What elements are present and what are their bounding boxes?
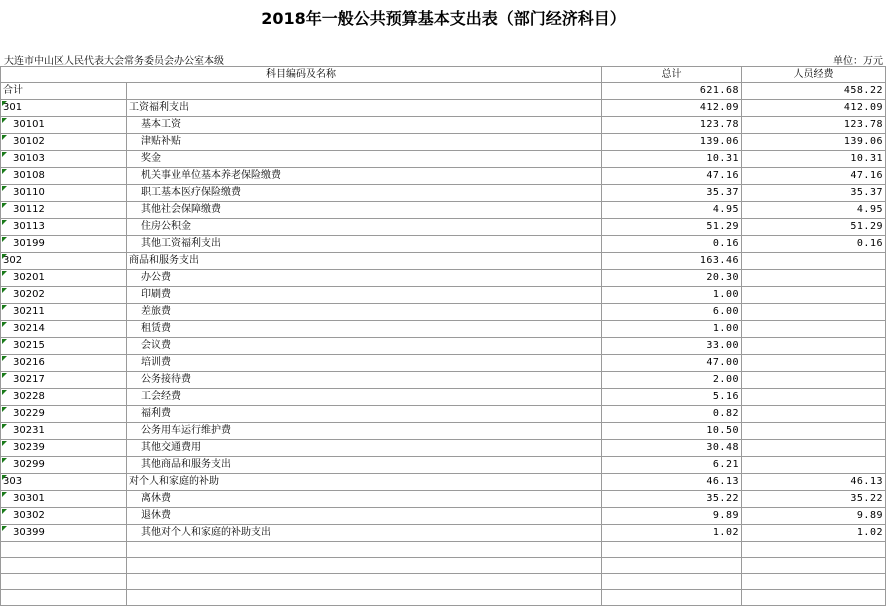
row-code: 30231 bbox=[1, 423, 127, 440]
table-header-row bbox=[1, 67, 886, 83]
table-row bbox=[1, 525, 886, 542]
row-code: 30108 bbox=[1, 168, 127, 185]
empty-row bbox=[1, 574, 886, 590]
row-total: 621.68 bbox=[602, 83, 742, 100]
row-total: 163.46 bbox=[602, 253, 742, 270]
header-total: 总计 bbox=[602, 67, 742, 83]
cell-marker-icon bbox=[2, 186, 7, 191]
row-name: 对个人和家庭的补助 bbox=[127, 474, 602, 491]
cell-marker-icon bbox=[2, 509, 7, 514]
row-name: 退休费 bbox=[127, 508, 602, 525]
row-personnel: 46.13 bbox=[742, 474, 886, 491]
row-name: 职工基本医疗保险缴费 bbox=[127, 185, 602, 202]
empty-cell bbox=[742, 574, 886, 590]
table-row bbox=[1, 321, 886, 338]
cell-marker-icon bbox=[2, 254, 7, 259]
row-code: 30217 bbox=[1, 372, 127, 389]
empty-cell bbox=[602, 542, 742, 558]
row-code: 30302 bbox=[1, 508, 127, 525]
row-total: 20.30 bbox=[602, 270, 742, 287]
row-personnel bbox=[742, 304, 886, 321]
row-name: 租赁费 bbox=[127, 321, 602, 338]
row-code: 30215 bbox=[1, 338, 127, 355]
table-row bbox=[1, 389, 886, 406]
row-personnel: 139.06 bbox=[742, 134, 886, 151]
row-name: 其他社会保障缴费 bbox=[127, 202, 602, 219]
row-personnel: 10.31 bbox=[742, 151, 886, 168]
table-row bbox=[1, 151, 886, 168]
table-row bbox=[1, 253, 886, 270]
empty-cell bbox=[742, 558, 886, 574]
row-name: 其他工资福利支出 bbox=[127, 236, 602, 253]
row-personnel: 1.02 bbox=[742, 525, 886, 542]
cell-marker-icon bbox=[2, 475, 7, 480]
row-total: 1.02 bbox=[602, 525, 742, 542]
row-name: 办公费 bbox=[127, 270, 602, 287]
empty-cell bbox=[127, 574, 602, 590]
row-total: 1.00 bbox=[602, 287, 742, 304]
row-name: 工会经费 bbox=[127, 389, 602, 406]
cell-marker-icon bbox=[2, 237, 7, 242]
row-total: 47.16 bbox=[602, 168, 742, 185]
cell-marker-icon bbox=[2, 356, 7, 361]
row-personnel bbox=[742, 457, 886, 474]
row-name: 工资福利支出 bbox=[127, 100, 602, 117]
row-personnel bbox=[742, 423, 886, 440]
row-total: 2.00 bbox=[602, 372, 742, 389]
row-total: 9.89 bbox=[602, 508, 742, 525]
empty-cell bbox=[602, 558, 742, 574]
row-code: 30299 bbox=[1, 457, 127, 474]
row-name: 其他对个人和家庭的补助支出 bbox=[127, 525, 602, 542]
row-name: 福利费 bbox=[127, 406, 602, 423]
budget-table-body bbox=[1, 67, 886, 606]
empty-cell bbox=[127, 558, 602, 574]
table-row bbox=[1, 304, 886, 321]
table-row bbox=[1, 202, 886, 219]
row-name: 公务用车运行维护费 bbox=[127, 423, 602, 440]
row-code: 30110 bbox=[1, 185, 127, 202]
row-name: 机关事业单位基本养老保险缴费 bbox=[127, 168, 602, 185]
table-row bbox=[1, 372, 886, 389]
row-total: 51.29 bbox=[602, 219, 742, 236]
row-total: 4.95 bbox=[602, 202, 742, 219]
table-row bbox=[1, 168, 886, 185]
table-row bbox=[1, 406, 886, 423]
row-personnel bbox=[742, 321, 886, 338]
table-row bbox=[1, 185, 886, 202]
row-total: 1.00 bbox=[602, 321, 742, 338]
empty-cell bbox=[1, 574, 127, 590]
row-personnel bbox=[742, 338, 886, 355]
header-code-name: 科目编码及名称 bbox=[1, 67, 602, 83]
row-personnel bbox=[742, 389, 886, 406]
row-total: 412.09 bbox=[602, 100, 742, 117]
row-total: 35.37 bbox=[602, 185, 742, 202]
table-row bbox=[1, 355, 886, 372]
row-total: 33.00 bbox=[602, 338, 742, 355]
row-name: 公务接待费 bbox=[127, 372, 602, 389]
row-name: 其他交通费用 bbox=[127, 440, 602, 457]
row-name: 会议费 bbox=[127, 338, 602, 355]
row-total: 46.13 bbox=[602, 474, 742, 491]
cell-marker-icon bbox=[2, 339, 7, 344]
row-code: 30112 bbox=[1, 202, 127, 219]
row-code: 30211 bbox=[1, 304, 127, 321]
cell-marker-icon bbox=[2, 152, 7, 157]
row-code: 30201 bbox=[1, 270, 127, 287]
table-row bbox=[1, 440, 886, 457]
row-total: 35.22 bbox=[602, 491, 742, 508]
row-personnel bbox=[742, 406, 886, 423]
row-name: 住房公积金 bbox=[127, 219, 602, 236]
cell-marker-icon bbox=[2, 118, 7, 123]
empty-cell bbox=[742, 590, 886, 606]
empty-cell bbox=[1, 542, 127, 558]
table-row bbox=[1, 287, 886, 304]
empty-row bbox=[1, 558, 886, 574]
row-code: 30229 bbox=[1, 406, 127, 423]
cell-marker-icon bbox=[2, 220, 7, 225]
empty-cell bbox=[602, 574, 742, 590]
cell-marker-icon bbox=[2, 424, 7, 429]
row-total: 139.06 bbox=[602, 134, 742, 151]
cell-marker-icon bbox=[2, 390, 7, 395]
row-total: 10.50 bbox=[602, 423, 742, 440]
row-personnel bbox=[742, 440, 886, 457]
page-title: 2018年一般公共预算基本支出表（部门经济科目） bbox=[261, 9, 626, 28]
row-code: 30214 bbox=[1, 321, 127, 338]
row-name: 离休费 bbox=[127, 491, 602, 508]
budget-table bbox=[0, 66, 886, 606]
row-code: 合计 bbox=[1, 83, 127, 100]
row-code: 302 bbox=[1, 253, 127, 270]
row-total: 6.00 bbox=[602, 304, 742, 321]
empty-cell bbox=[1, 590, 127, 606]
row-personnel: 9.89 bbox=[742, 508, 886, 525]
cell-marker-icon bbox=[2, 526, 7, 531]
organization-label: 大连市中山区人民代表大会常务委员会办公室本级 bbox=[4, 56, 224, 67]
row-code: 30202 bbox=[1, 287, 127, 304]
row-personnel: 458.22 bbox=[742, 83, 886, 100]
row-name: 商品和服务支出 bbox=[127, 253, 602, 270]
row-code: 30102 bbox=[1, 134, 127, 151]
cell-marker-icon bbox=[2, 373, 7, 378]
table-row bbox=[1, 100, 886, 117]
cell-marker-icon bbox=[2, 492, 7, 497]
empty-cell bbox=[602, 590, 742, 606]
row-code: 301 bbox=[1, 100, 127, 117]
table-row bbox=[1, 508, 886, 525]
row-total: 0.82 bbox=[602, 406, 742, 423]
row-personnel: 47.16 bbox=[742, 168, 886, 185]
cell-marker-icon bbox=[2, 288, 7, 293]
row-personnel: 4.95 bbox=[742, 202, 886, 219]
cell-marker-icon bbox=[2, 305, 7, 310]
row-personnel bbox=[742, 355, 886, 372]
row-personnel: 35.22 bbox=[742, 491, 886, 508]
empty-cell bbox=[1, 558, 127, 574]
row-personnel: 0.16 bbox=[742, 236, 886, 253]
row-total: 0.16 bbox=[602, 236, 742, 253]
row-code: 30399 bbox=[1, 525, 127, 542]
row-personnel: 35.37 bbox=[742, 185, 886, 202]
cell-marker-icon bbox=[2, 169, 7, 174]
empty-cell bbox=[742, 542, 886, 558]
cell-marker-icon bbox=[2, 271, 7, 276]
row-code: 30199 bbox=[1, 236, 127, 253]
cell-marker-icon bbox=[2, 458, 7, 463]
row-total: 123.78 bbox=[602, 117, 742, 134]
row-personnel: 51.29 bbox=[742, 219, 886, 236]
row-code: 303 bbox=[1, 474, 127, 491]
row-personnel bbox=[742, 270, 886, 287]
row-code: 30103 bbox=[1, 151, 127, 168]
table-row bbox=[1, 423, 886, 440]
row-code: 30113 bbox=[1, 219, 127, 236]
cell-marker-icon bbox=[2, 101, 7, 106]
empty-row bbox=[1, 542, 886, 558]
cell-marker-icon bbox=[2, 441, 7, 446]
empty-row bbox=[1, 590, 886, 606]
row-name bbox=[127, 83, 602, 100]
table-row bbox=[1, 134, 886, 151]
row-name: 印刷费 bbox=[127, 287, 602, 304]
row-personnel bbox=[742, 372, 886, 389]
row-personnel: 123.78 bbox=[742, 117, 886, 134]
empty-cell bbox=[127, 542, 602, 558]
table-row bbox=[1, 236, 886, 253]
row-code: 30239 bbox=[1, 440, 127, 457]
cell-marker-icon bbox=[2, 203, 7, 208]
row-personnel bbox=[742, 287, 886, 304]
row-name: 差旅费 bbox=[127, 304, 602, 321]
cell-marker-icon bbox=[2, 135, 7, 140]
row-code: 30216 bbox=[1, 355, 127, 372]
row-name: 津贴补贴 bbox=[127, 134, 602, 151]
table-row bbox=[1, 83, 886, 100]
table-row bbox=[1, 491, 886, 508]
row-code: 30101 bbox=[1, 117, 127, 134]
table-row bbox=[1, 117, 886, 134]
row-name: 培训费 bbox=[127, 355, 602, 372]
table-row bbox=[1, 219, 886, 236]
table-row bbox=[1, 457, 886, 474]
cell-marker-icon bbox=[2, 322, 7, 327]
row-total: 6.21 bbox=[602, 457, 742, 474]
table-row bbox=[1, 270, 886, 287]
row-total: 47.00 bbox=[602, 355, 742, 372]
empty-cell bbox=[127, 590, 602, 606]
row-code: 30228 bbox=[1, 389, 127, 406]
row-name: 其他商品和服务支出 bbox=[127, 457, 602, 474]
row-total: 10.31 bbox=[602, 151, 742, 168]
table-row bbox=[1, 338, 886, 355]
unit-label: 单位：万元 bbox=[833, 56, 883, 67]
row-code: 30301 bbox=[1, 491, 127, 508]
table-row bbox=[1, 474, 886, 491]
cell-marker-icon bbox=[2, 407, 7, 412]
row-total: 30.48 bbox=[602, 440, 742, 457]
row-personnel: 412.09 bbox=[742, 100, 886, 117]
row-name: 奖金 bbox=[127, 151, 602, 168]
header-personnel: 人员经费 bbox=[742, 67, 886, 83]
row-personnel bbox=[742, 253, 886, 270]
row-name: 基本工资 bbox=[127, 117, 602, 134]
row-total: 5.16 bbox=[602, 389, 742, 406]
